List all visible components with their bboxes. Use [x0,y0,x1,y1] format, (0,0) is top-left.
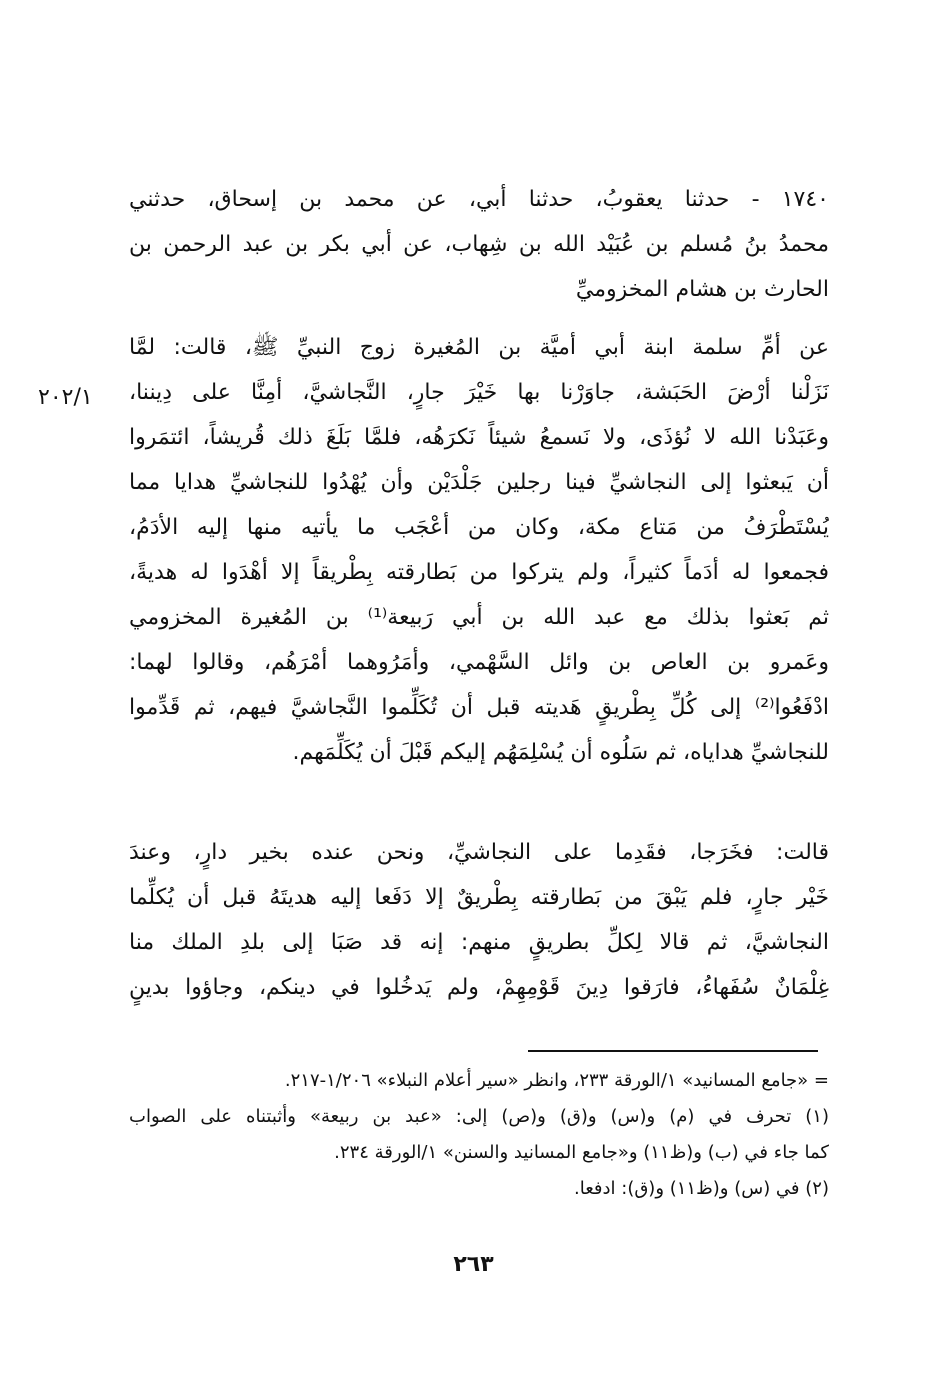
paragraph-1-line-5: يُسْتَطْرَفُ من مَتاع مكة، وكان من أعْجَب ما يأتيه منها إليه الأدَمُ، [129,515,829,540]
header-line-2: محمدُ بنُ مُسلم بن عُبَيْد الله بن شِهاب، عن أبي بكر بن عبد الرحمن بن [129,232,829,257]
footnotes [129,1063,829,1207]
paragraph-1 [129,325,829,775]
paragraph-2-line-1: قالت: فخَرَجا، فقَدِما على النجاشيِّ، ونحن عنده بخير دارٍ، وعندَ [129,840,829,865]
header-line-3: الحارث بن هشام المخزوميِّ [575,277,829,302]
paragraph-1-line-1: عن أمِّ سلمة ابنة أبي أميَّة بن المُغيرة زوج النبيِّ ﷺ، قالت: لمَّا [129,335,829,360]
hadith-header [129,177,829,312]
paragraph-1-line-9: ادْفَعُوا⁽²⁾ إلى كُلِّ بِطْريقٍ هَديته قبل أن تُكَلِّموا النَّجاشيَّ فيهم، ثم قَدِّموا [129,695,829,720]
paragraph-1-line-3: وعَبَدْنا الله لا نُؤذَى، ولا نَسمعُ شيئاً نَكرَهُه، فلمَّا بَلَغَ ذلك قُريشاً، ائتمَروا [129,425,829,450]
paragraph-2 [129,830,829,1010]
paragraph-1-line-6: فجمعوا له أدَماً كثيراً، ولم يتركوا من بَطارقته بِطْريقاً إلا أهْدَوا له هديةً، [129,560,829,585]
paragraph-1-line-2: نَزَلْنا أرْضَ الحَبَشة، جاوَرْنا بها خَيْرَ جارٍ، النَّجاشيَّ، أمِنَّا على دِيننا، [129,380,829,405]
footnote-1-line-2: كما جاء في (ب) و(ظ١١) و«جامع المسانيد والسنن» ١/الورقة ٢٣٤. [334,1142,829,1163]
header-line-1: ١٧٤٠ - حدثنا يعقوبُ، حدثنا أبي، عن محمد بن إسحاق، حدثني [129,187,829,212]
page-number: ٢٦٣ [453,1252,494,1277]
paragraph-2-line-2: خَيْر جارٍ، فلم يَبْقَ من بَطارقته بِطْريقٌ إلا دَفَعا إليه هديتَهُ قبل أن يُكلِّما [129,885,829,910]
paragraph-1-line-7: ثم بَعثوا بذلك مع عبد الله بن أبي رَبيعة⁽¹⁾ بن المُغيرة المخزومي [129,605,829,630]
paragraph-1-line-10: للنجاشيِّ هداياه، ثم سَلُوه أن يُسْلِمَهُم إليكم قَبْلَ أن يُكَلِّمَهم. [292,740,829,765]
paragraph-1-line-4: أن يَبعثوا إلى النجاشيِّ فينا رجلين جَلْدَيْن وأن يُهْدُوا للنجاشيِّ هدايا مما [129,470,829,495]
paragraph-2-line-3: النجاشيَّ، ثم قالا لِكلِّ بطريقٍ منهم: إنه قد صَبَا إلى بلدِ الملك منا [129,930,829,955]
paragraph-2-line-4: غِلْمَانٌ سُفَهاءُ، فارَقوا دِينَ قَوْمِهِمْ، ولم يَدخُلوا في دينكم، وجاؤوا بدينٍ [129,975,829,1000]
paragraph-1-line-8: وعَمرو بن العاص بن وائل السَّهْمي، وأمَرُوهما أمْرَهُم، وقالوا لهما: [129,650,829,675]
margin-reference: ٢٠٢/١ [38,385,93,410]
footnote-2: (٢) في (س) و(ظ١١) و(ق): ادفعا. [574,1178,829,1199]
footnote-1-line-1: (١) تحرف في (م) و(س) و(ق) و(ص) إلى: «عبد بن ربيعة» وأثبتناه على الصواب [129,1106,829,1127]
footnote-continuation: = «جامع المسانيد» ١/الورقة ٢٣٣، وانظر «سير أعلام النبلاء» ١/٢٠٦-٢١٧. [284,1070,829,1091]
footnote-divider [528,1050,818,1052]
